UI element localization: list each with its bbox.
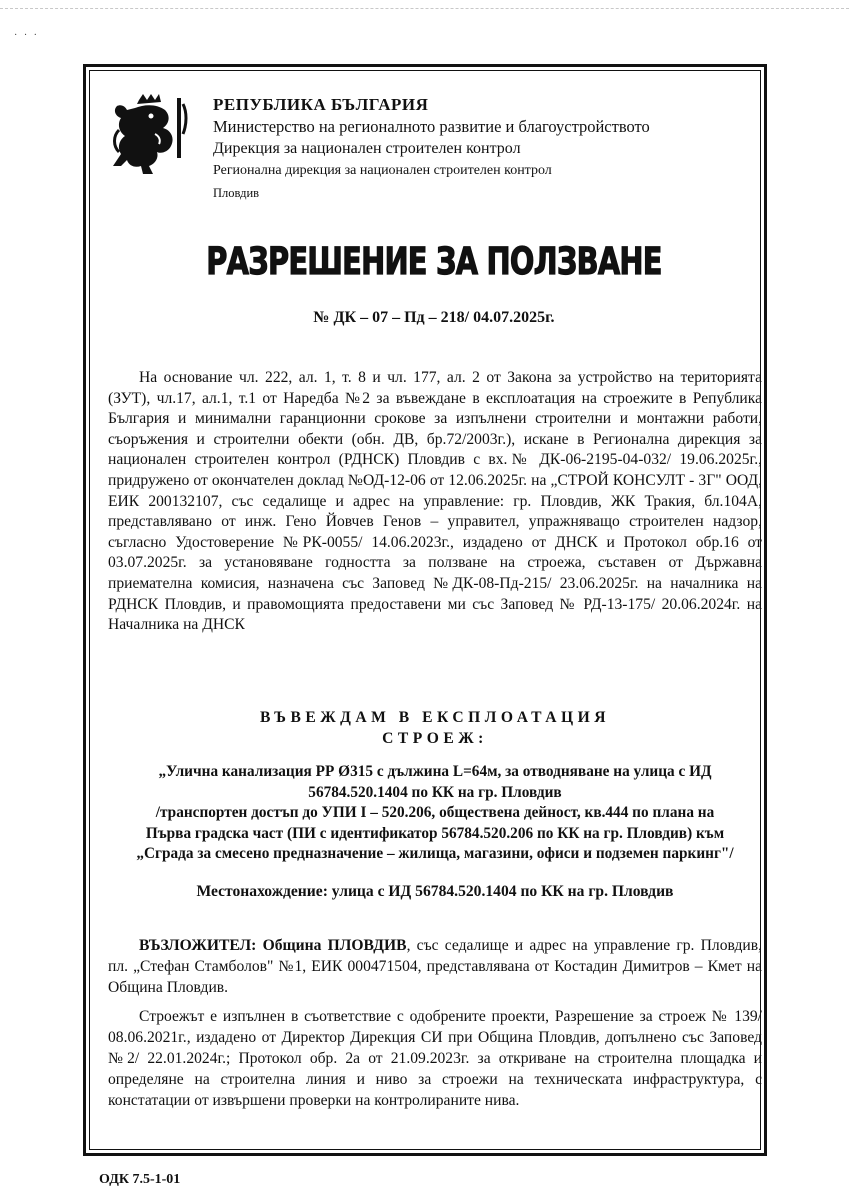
letterhead-text [213, 94, 650, 204]
assignor-paragraph [108, 935, 762, 998]
object-line: „Улична канализация РР Ø315 с дължина L=64м, за отводняване на улица с ИД [158, 763, 712, 780]
object-line: /транспортен достъп до УПИ I – 520.206, обществена дейност, кв.444 по плана на [155, 804, 715, 821]
letterhead [105, 88, 763, 213]
commission-heading-line1: ВЪВЕЖДАМ В ЕКСПЛОАТАЦИЯ [259, 709, 611, 726]
regional-directorate-name: Регионална дирекция за национален строителен контрол [213, 163, 552, 178]
scan-specks: · · · [14, 30, 39, 41]
document-content [105, 88, 763, 213]
object-description [108, 762, 762, 865]
object-location: Местонахождение: улица с ИД 56784.520.1404 по КК на гр. Пловдив [196, 883, 674, 900]
assignor-label: ВЪЗЛОЖИТЕЛ: [139, 937, 257, 954]
form-code: ОДК 7.5-1-01 [99, 1172, 181, 1187]
ministry-name: Министерство на регионалното развитие и благоустройството [213, 117, 650, 136]
document-number: № ДК – 07 – Пд – 218/ 04.07.2025г. [313, 309, 555, 326]
object-line: „Сграда за смесено предназначение – жилища, магазини, офиси и подземен паркинг"/ [136, 845, 734, 862]
document-title: РАЗРЕШЕНИЕ ЗА ПОЛЗВАНЕ [206, 240, 662, 283]
lion-coat-of-arms-icon [105, 90, 195, 180]
scan-border-line [0, 8, 849, 9]
commission-heading-line2: СТРОЕЖ: [382, 730, 488, 747]
city-name: Пловдив [213, 186, 260, 200]
construction-paragraph: Строежът е изпълнен в съответствие с одобрените проекти, Разрешение за строеж № 139/ 08.06.2021г., издадено от Директор Дирекция СИ при Община Пловдив, допълнено със Заповед №2/ 22.01.2024г.; Протокол обр. 2а от 21.09.2023г. за откриване на строителна площадка и определяне на строителна линия и ниво за строежи на техническата инфраструктура, с констатации от извършени проверки на контролираните нива. [108, 1008, 762, 1109]
country-name: РЕПУБЛИКА БЪЛГАРИЯ [213, 95, 429, 114]
object-line: Първа градска част (ПИ с идентификатор 56784.520.206 по КК на гр. Пловдив) към [145, 824, 725, 842]
assignor-name: Община ПЛОВДИВ [262, 937, 407, 954]
directorate-name: Дирекция за национален строителен контрол [213, 140, 521, 157]
basis-paragraph: На основание чл. 222, ал. 1, т. 8 и чл. 177, ал. 2 от Закона за устройство на територията (ЗУТ), чл.17, ал.1, т.1 от Наредба №2 за въвеждане в експлоатация на строежите в Република България и минимални гаранционни срокове за изпълнени строителни и монтажни работи, съоръжения и строителни обекти (обн. ДВ, бр.72/2003г.), искане в Регионална дирекция за национален строителен контрол (РДНСК) Пловдив с вх.№ ДК-06-2195-04-032/ 19.06.2025г., придружено от окончателен доклад №ОД-12-06 от 12.06.2025г. на „СТРОЙ КОНСУЛТ - 3Г" ООД, ЕИК 200132107, със седалище и адрес на управление: гр. Пловдив, ЖК Тракия, бл.104А, представлявано от инж. Гено Йовчев Генов – управител, упражняващо строителен надзор, съгласно Удостоверение №РК-0055/ 14.06.2023г., издадено от ДНСК и Протокол обр.16 от 03.07.2025г. за установяване годността за ползване на строежа, съставен от Държавна приемателна комисия, назначена със Заповед №ДК-08-Пд-215/ 23.06.2025г. на началника на РДНСК Пловдив, и правомощията предоставени ми със Заповед № РД-13-175/ 20.06.2024г. на Началника на ДНСК [108, 369, 762, 634]
commission-heading [108, 707, 762, 749]
assignor-text: , със седалище и адрес на управление гр. Пловдив, пл. „Стефан Стамболов" №1, ЕИК 000471504, представлявана от Костадин Димитров – Кмет на Община Пловдив. [108, 937, 763, 996]
object-line: 56784.520.1404 по КК на гр. Пловдив [308, 783, 562, 801]
